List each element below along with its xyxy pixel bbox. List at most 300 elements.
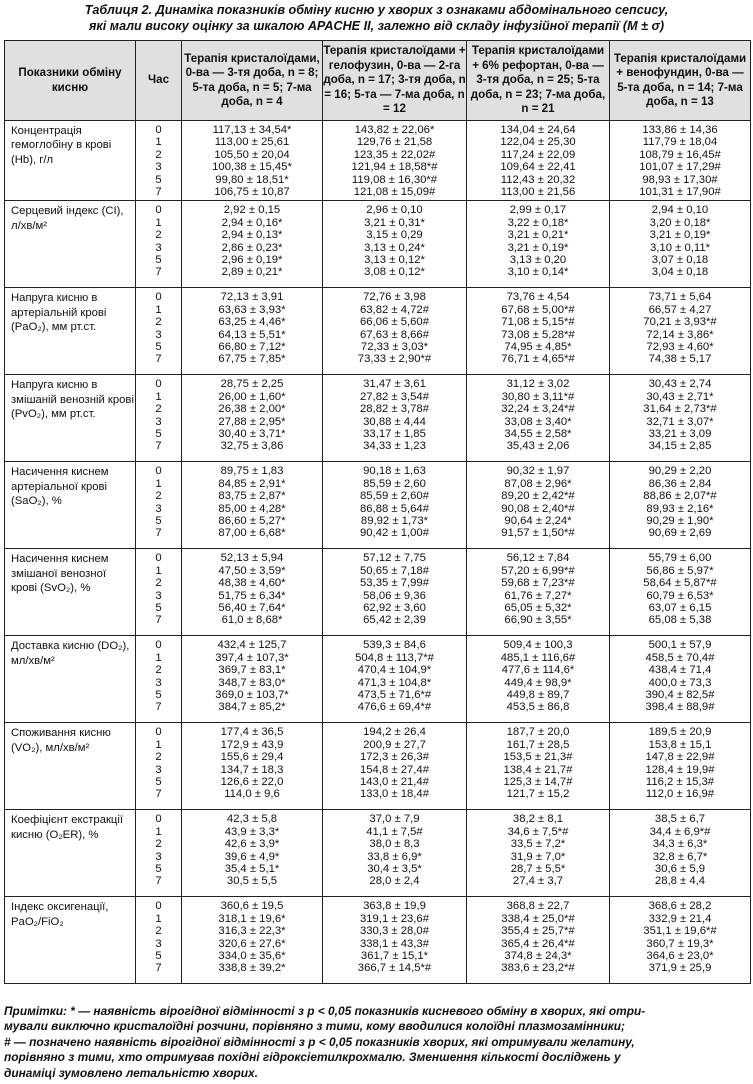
group-1-values <box>182 121 323 201</box>
cell-value: 85,59 ± 2,60# <box>359 490 430 503</box>
group-3-values <box>467 462 610 549</box>
notes-line-2: мували виключно кристалоїдні розчини, порівняно з тими, кому вводилися колоїдні плазмозамінники; <box>4 1019 625 1034</box>
time-value: 7 <box>155 266 162 279</box>
cell-value: 55,79 ± 6,00 <box>648 552 712 565</box>
cell-value: 374,8 ± 24,3* <box>504 949 572 962</box>
cell-value: 334,0 ± 35,6* <box>218 949 286 962</box>
indicator-label: Напруга кисню в артеріальній крові (PaO₂), мм рт.ст. <box>5 288 136 375</box>
cell-value: 66,06 ± 5,60# <box>359 316 430 329</box>
cell-value: 155,6 ± 29,4 <box>220 751 284 764</box>
cell-value: 332,9 ± 21,4 <box>648 912 712 925</box>
time-value: 7 <box>155 527 162 540</box>
time-value: 3 <box>155 241 162 254</box>
cell-value: 38,5 ± 6,7 <box>654 813 706 826</box>
time-value: 1 <box>155 738 162 751</box>
cell-value: 89,93 ± 2,16* <box>646 502 714 515</box>
header-time: Час <box>136 41 182 121</box>
cell-value: 121,7 ± 15,2 <box>506 788 570 801</box>
time-value: 2 <box>155 490 162 503</box>
group-4-values <box>610 288 751 375</box>
cell-value: 477,6 ± 114,6* <box>501 664 575 677</box>
cell-value: 147,8 ± 22,9# <box>645 751 715 764</box>
group-3-values <box>467 810 610 897</box>
cell-value: 83,75 ± 2,87* <box>218 490 286 503</box>
group-4-values <box>610 636 751 723</box>
oxygen-exchange-table <box>4 40 751 984</box>
indicator-label: Коефіцієнт екстракції кисню (O₂ER), % <box>5 810 136 897</box>
cell-value: 320,6 ± 27,6* <box>218 937 286 950</box>
cell-value: 30,6 ± 5,9 <box>654 862 706 875</box>
time-value: 2 <box>155 577 162 590</box>
time-value: 0 <box>155 124 162 136</box>
cell-value: 86,60 ± 5,27* <box>218 514 286 527</box>
time-value: 3 <box>155 161 162 174</box>
cell-value: 33,5 ± 7,2* <box>510 838 566 851</box>
time-value: 7 <box>155 440 162 453</box>
cell-value: 31,64 ± 2,73*# <box>643 403 717 416</box>
cell-value: 133,86 ± 14,36 <box>642 124 718 136</box>
cell-value: 187,7 ± 20,0 <box>506 726 570 739</box>
cell-value: 338,4 ± 25,0*# <box>501 912 575 925</box>
cell-value: 74,95 ± 4,85* <box>504 340 572 353</box>
cell-value: 28,75 ± 2,25 <box>220 378 284 391</box>
cell-value: 28,7 ± 5,5* <box>510 862 566 875</box>
cell-value: 30,88 ± 4,44 <box>363 415 426 428</box>
cell-value: 128,4 ± 19,9# <box>645 763 715 776</box>
cell-value: 41,1 ± 7,5# <box>366 825 423 838</box>
cell-value: 90,08 ± 2,40*# <box>501 502 575 515</box>
cell-value: 330,3 ± 28,0# <box>359 925 430 938</box>
cell-value: 33,21 ± 3,09 <box>648 427 712 440</box>
cell-value: 3,08 ± 0,12* <box>364 266 425 279</box>
group-4-values <box>610 897 751 984</box>
cell-value: 338,1 ± 43,3# <box>359 937 430 950</box>
cell-value: 129,76 ± 21,58 <box>356 136 433 149</box>
cell-value: 101,07 ± 17,29# <box>639 161 721 174</box>
cell-value: 51,75 ± 6,34* <box>218 589 286 602</box>
group-3-values <box>467 897 610 984</box>
cell-value: 2,96 ± 0,19* <box>221 253 283 266</box>
indicator-label: Серцевий індекс (CI), л/хв/м² <box>5 201 136 288</box>
cell-value: 3,07 ± 0,18 <box>651 253 709 266</box>
header-indicator: Показники обміну кисню <box>5 41 136 121</box>
cell-value: 58,06 ± 9,36 <box>363 589 426 602</box>
group-2-values <box>323 549 467 636</box>
cell-value: 65,05 ± 5,32* <box>504 601 572 614</box>
cell-value: 90,18 ± 1,63 <box>363 465 426 478</box>
time-value: 1 <box>155 136 162 149</box>
cell-value: 57,20 ± 6,99*# <box>501 564 575 577</box>
cell-value: 76,71 ± 4,65*# <box>501 353 575 366</box>
cell-value: 2,94 ± 0,13* <box>221 229 283 242</box>
cell-value: 473,5 ± 71,6*# <box>357 688 432 701</box>
cell-value: 48,38 ± 4,60* <box>218 577 286 590</box>
cell-value: 100,38 ± 15,45* <box>212 161 292 174</box>
cell-value: 85,00 ± 4,28* <box>218 502 286 515</box>
table-header <box>5 41 751 121</box>
cell-value: 3,21 ± 0,21* <box>507 229 569 242</box>
cell-value: 89,75 ± 1,83 <box>220 465 284 478</box>
cell-value: 90,64 ± 2,24* <box>504 514 572 527</box>
cell-value: 73,71 ± 5,64 <box>648 291 712 304</box>
cell-value: 90,69 ± 2,69 <box>648 527 712 540</box>
cell-value: 3,21 ± 0,31* <box>364 216 425 229</box>
cell-value: 172,3 ± 26,3# <box>359 751 430 764</box>
cell-value: 38,0 ± 8,3 <box>369 838 420 851</box>
time-value: 7 <box>155 353 162 366</box>
time-value: 2 <box>155 751 162 764</box>
group-3-values <box>467 288 610 375</box>
cell-value: 28,8 ± 4,4 <box>654 875 706 888</box>
cell-value: 143,0 ± 21,4# <box>359 775 430 788</box>
cell-value: 121,08 ± 15,09# <box>353 185 436 198</box>
time-value: 1 <box>155 216 162 229</box>
cell-value: 105,50 ± 20,04 <box>214 148 290 161</box>
caption-line-2: які мали високу оцінку за шкалою APACHE II, залежно від складу інфузійної терапії (M ± σ) <box>88 19 665 33</box>
cell-value: 42,3 ± 5,8 <box>226 813 278 826</box>
time-value: 0 <box>155 900 162 913</box>
cell-value: 98,93 ± 17,30# <box>642 173 718 186</box>
cell-value: 67,75 ± 7,85* <box>218 353 286 366</box>
cell-value: 319,1 ± 23,6# <box>359 912 430 925</box>
cell-value: 66,57 ± 4,27 <box>648 303 712 316</box>
cell-value: 117,79 ± 18,04 <box>642 136 718 149</box>
header-group-4: Терапія кристалоїдами + венофундин, 0-ва — 5-та доба, n = 14; 7-ма доба, n = 13 <box>610 41 751 121</box>
cell-value: 400,0 ± 73,3 <box>648 676 712 689</box>
cell-value: 126,6 ± 22,0 <box>220 775 284 788</box>
group-2-values <box>323 288 467 375</box>
notes-line-5: динаміці зумовлено летальністю хворих. <box>4 1065 258 1080</box>
cell-value: 458,5 ± 70,4# <box>645 651 715 664</box>
time-value: 7 <box>155 614 162 627</box>
group-3-values <box>467 121 610 201</box>
cell-value: 73,76 ± 4,54 <box>506 291 570 304</box>
indicator-label: Споживання кисню (VO₂), мл/хв/м² <box>5 723 136 810</box>
time-value: 1 <box>155 477 162 490</box>
time-value: 1 <box>155 912 162 925</box>
cell-value: 31,9 ± 7,0* <box>510 850 566 863</box>
time-value: 2 <box>155 229 162 242</box>
cell-value: 123,35 ± 22,02# <box>353 148 436 161</box>
group-4-values <box>610 121 751 201</box>
cell-value: 154,8 ± 27,4# <box>359 763 430 776</box>
time-value: 7 <box>155 962 162 975</box>
cell-value: 114,0 ± 9,6 <box>224 788 280 801</box>
cell-value: 89,20 ± 2,42*# <box>501 490 575 503</box>
cell-value: 34,55 ± 2,58* <box>504 427 572 440</box>
time-points <box>136 810 182 897</box>
cell-value: 26,38 ± 2,00* <box>218 403 286 416</box>
cell-value: 32,71 ± 3,07* <box>646 415 714 428</box>
cell-value: 109,64 ± 22,41 <box>500 161 576 174</box>
cell-value: 3,04 ± 0,18 <box>651 266 709 279</box>
time-points <box>136 288 182 375</box>
table-row <box>5 375 751 462</box>
cell-value: 2,96 ± 0,10 <box>366 204 423 217</box>
indicator-label: Насичення киснем артеріальної крові (SaO₂), % <box>5 462 136 549</box>
cell-value: 2,94 ± 0,16* <box>221 216 283 229</box>
cell-value: 3,20 ± 0,18* <box>649 216 711 229</box>
cell-value: 3,13 ± 0,20 <box>509 253 567 266</box>
group-3-values <box>467 636 610 723</box>
time-value: 0 <box>155 639 162 652</box>
cell-value: 90,42 ± 1,00# <box>359 527 430 540</box>
group-1-values <box>182 375 323 462</box>
time-value: 2 <box>155 925 162 938</box>
cell-value: 3,10 ± 0,11* <box>649 241 710 254</box>
time-value: 0 <box>155 465 162 478</box>
cell-value: 369,7 ± 83,1* <box>218 664 286 677</box>
group-2-values <box>323 121 467 201</box>
table-row <box>5 201 751 288</box>
time-points <box>136 121 182 201</box>
time-value: 7 <box>155 185 162 198</box>
time-value: 3 <box>155 589 162 602</box>
time-value: 3 <box>155 850 162 863</box>
cell-value: 37,0 ± 7,9 <box>369 813 420 826</box>
cell-value: 34,3 ± 6,3* <box>652 838 708 851</box>
cell-value: 138,4 ± 21,7# <box>503 763 573 776</box>
cell-value: 27,82 ± 3,54# <box>359 390 430 403</box>
time-value: 3 <box>155 763 162 776</box>
group-2-values <box>323 462 467 549</box>
table-row <box>5 121 751 201</box>
time-value: 5 <box>155 862 162 875</box>
cell-value: 364,6 ± 23,0* <box>646 949 714 962</box>
cell-value: 509,4 ± 100,3 <box>503 639 573 652</box>
time-value: 0 <box>155 813 162 826</box>
cell-value: 3,13 ± 0,24* <box>364 241 425 254</box>
header-group-1: Терапія кристалоїдами, 0-ва — 3-тя доба, n = 8; 5-та доба, n = 5; 7-ма доба, n = 4 <box>182 41 323 121</box>
cell-value: 30,43 ± 2,71* <box>646 390 714 403</box>
cell-value: 2,86 ± 0,23* <box>221 241 283 254</box>
cell-value: 59,68 ± 7,23*# <box>501 577 575 590</box>
cell-value: 33,17 ± 1,85 <box>363 427 426 440</box>
cell-value: 366,7 ± 14,5*# <box>357 962 432 975</box>
group-1-values <box>182 288 323 375</box>
cell-value: 66,90 ± 3,55* <box>504 614 572 627</box>
time-value: 7 <box>155 788 162 801</box>
cell-value: 368,8 ± 22,7 <box>506 900 570 913</box>
cell-value: 27,4 ± 3,7 <box>512 875 564 888</box>
cell-value: 3,21 ± 0,19* <box>649 229 711 242</box>
table-row <box>5 288 751 375</box>
time-value: 7 <box>155 875 162 888</box>
group-4-values <box>610 810 751 897</box>
cell-value: 27,88 ± 2,95* <box>218 415 286 428</box>
group-1-values <box>182 462 323 549</box>
notes-line-4: порівняно з тими, хто отримував похідні гідроксіетилкрохмалю. Зменшення кількості досліджень у <box>4 1050 621 1065</box>
cell-value: 90,29 ± 1,90* <box>646 514 714 527</box>
cell-value: 63,82 ± 4,72# <box>359 303 430 316</box>
cell-value: 116,2 ± 15,3# <box>645 775 715 788</box>
cell-value: 106,75 ± 10,87 <box>214 185 290 198</box>
cell-value: 63,63 ± 3,93* <box>218 303 286 316</box>
table-row <box>5 723 751 810</box>
time-points <box>136 375 182 462</box>
table-caption <box>0 2 753 34</box>
time-value: 5 <box>155 253 162 266</box>
cell-value: 42,6 ± 3,9* <box>224 838 280 851</box>
time-value: 1 <box>155 390 162 403</box>
group-2-values <box>323 201 467 288</box>
cell-value: 172,9 ± 43,9 <box>220 738 284 751</box>
time-value: 3 <box>155 502 162 515</box>
cell-value: 369,0 ± 103,7* <box>215 688 289 701</box>
cell-value: 3,21 ± 0,19* <box>507 241 569 254</box>
cell-value: 2,99 ± 0,17 <box>509 204 567 217</box>
cell-value: 153,5 ± 21,3# <box>503 751 573 764</box>
time-value: 5 <box>155 949 162 962</box>
cell-value: 47,50 ± 3,59* <box>218 564 286 577</box>
table-body <box>5 121 751 984</box>
time-value: 5 <box>155 514 162 527</box>
cell-value: 133,0 ± 18,4# <box>359 788 430 801</box>
cell-value: 112,0 ± 16,9# <box>645 788 715 801</box>
header-group-3: Терапія кристалоїдами + 6% рефортан, 0-ва — 3-тя доба, n = 25; 5-та доба, n = 23; 7-ма доба, n = 21 <box>467 41 610 121</box>
cell-value: 67,63 ± 8,66# <box>359 328 430 341</box>
cell-value: 471,3 ± 104,8* <box>357 676 432 689</box>
cell-value: 73,08 ± 5,28*# <box>501 328 575 341</box>
cell-value: 56,12 ± 7,84 <box>506 552 570 565</box>
cell-value: 470,4 ± 104,9* <box>357 664 432 677</box>
cell-value: 57,12 ± 7,75 <box>363 552 426 565</box>
cell-value: 2,92 ± 0,15 <box>223 204 281 217</box>
time-points <box>136 897 182 984</box>
header-group-2: Терапія кристалоїдами + гелофузин, 0-ва — 2-га доба, n = 17; 3-тя доба, n = 16; 5-та — 7-ма доба, n = 12 <box>323 41 467 121</box>
cell-value: 449,4 ± 98,9* <box>504 676 572 689</box>
time-value: 5 <box>155 173 162 186</box>
cell-value: 500,1 ± 57,9 <box>648 639 712 652</box>
time-value: 0 <box>155 726 162 739</box>
time-value: 3 <box>155 415 162 428</box>
group-1-values <box>182 636 323 723</box>
cell-value: 35,43 ± 2,06 <box>506 440 570 453</box>
cell-value: 3,13 ± 0,12* <box>364 253 425 266</box>
time-value: 0 <box>155 291 162 304</box>
cell-value: 85,59 ± 2,60 <box>363 477 426 490</box>
cell-value: 61,0 ± 8,68* <box>221 614 283 627</box>
cell-value: 453,5 ± 86,8 <box>506 701 570 714</box>
cell-value: 34,33 ± 1,23 <box>363 440 426 453</box>
group-2-values <box>323 897 467 984</box>
cell-value: 177,4 ± 36,5 <box>220 726 284 739</box>
cell-value: 122,04 ± 25,30 <box>500 136 576 149</box>
cell-value: 43,9 ± 3,3* <box>224 825 280 838</box>
time-value: 7 <box>155 701 162 714</box>
time-value: 2 <box>155 403 162 416</box>
table-row <box>5 549 751 636</box>
cell-value: 32,24 ± 3,24*# <box>501 403 575 416</box>
cell-value: 355,4 ± 25,7*# <box>501 925 575 938</box>
cell-value: 113,00 ± 21,56 <box>500 185 576 198</box>
cell-value: 28,82 ± 3,78# <box>359 403 430 416</box>
cell-value: 30,4 ± 3,5* <box>367 862 422 875</box>
cell-value: 90,29 ± 2,20 <box>648 465 712 478</box>
cell-value: 33,08 ± 3,40* <box>504 415 572 428</box>
group-2-values <box>323 810 467 897</box>
cell-value: 74,38 ± 5,17 <box>648 353 712 366</box>
cell-value: 31,12 ± 3,02 <box>506 378 570 391</box>
cell-value: 384,7 ± 85,2* <box>218 701 286 714</box>
cell-value: 361,7 ± 15,1* <box>360 949 429 962</box>
cell-value: 72,13 ± 3,91 <box>220 291 284 304</box>
cell-value: 38,2 ± 8,1 <box>512 813 564 826</box>
cell-value: 113,00 ± 25,61 <box>214 136 290 149</box>
cell-value: 72,76 ± 3,98 <box>363 291 426 304</box>
cell-value: 35,4 ± 5,1* <box>224 862 280 875</box>
group-4-values <box>610 462 751 549</box>
table-row <box>5 636 751 723</box>
cell-value: 200,9 ± 27,7 <box>363 738 426 751</box>
time-value: 3 <box>155 676 162 689</box>
cell-value: 70,21 ± 3,93*# <box>643 316 717 329</box>
time-points <box>136 723 182 810</box>
cell-value: 56,40 ± 7,64* <box>218 601 286 614</box>
time-value: 1 <box>155 651 162 664</box>
time-value: 5 <box>155 775 162 788</box>
time-value: 0 <box>155 378 162 391</box>
cell-value: 318,1 ± 19,6* <box>218 912 286 925</box>
table-row <box>5 810 751 897</box>
notes-line-3: # — позначено наявність вірогідної відмінності з p < 0,05 показників хворих, які отримували желатину, <box>4 1034 635 1049</box>
cell-value: 39,6 ± 4,9* <box>224 850 280 863</box>
indicator-label: Напруга кисню в змішаній венозній крові (PvO₂), мм рт.ст. <box>5 375 136 462</box>
time-points <box>136 462 182 549</box>
cell-value: 504,8 ± 113,7*# <box>355 651 434 664</box>
cell-value: 65,08 ± 5,38 <box>648 614 712 627</box>
cell-value: 33,8 ± 6,9* <box>367 850 422 863</box>
group-1-values <box>182 549 323 636</box>
cell-value: 351,1 ± 19,6*# <box>643 925 717 938</box>
indicator-label: Доставка кисню (DO₂), мл/хв/м² <box>5 636 136 723</box>
cell-value: 3,10 ± 0,14* <box>507 266 569 279</box>
cell-value: 134,7 ± 18,3 <box>220 763 284 776</box>
cell-value: 316,3 ± 22,3* <box>218 925 286 938</box>
cell-value: 72,14 ± 3,86* <box>646 328 714 341</box>
cell-value: 62,92 ± 3,60 <box>363 601 426 614</box>
cell-value: 87,08 ± 2,96* <box>504 477 572 490</box>
cell-value: 108,79 ± 16,45# <box>639 148 721 161</box>
cell-value: 3,15 ± 0,29 <box>366 229 423 242</box>
group-3-values <box>467 375 610 462</box>
cell-value: 2,89 ± 0,21* <box>221 266 283 279</box>
cell-value: 390,4 ± 82,5# <box>645 688 715 701</box>
group-1-values <box>182 897 323 984</box>
cell-value: 438,4 ± 71,4 <box>648 664 712 677</box>
cell-value: 112,43 ± 20,32 <box>500 173 576 186</box>
cell-value: 30,5 ± 5,5 <box>226 875 278 888</box>
cell-value: 86,36 ± 2,84 <box>648 477 712 490</box>
cell-value: 30,43 ± 2,74 <box>648 378 712 391</box>
table-row <box>5 462 751 549</box>
time-value: 2 <box>155 316 162 329</box>
indicator-label: Концентрація гемоглобіну в крові (Hb), г/л <box>5 121 136 201</box>
cell-value: 161,7 ± 28,5 <box>506 738 570 751</box>
time-value: 5 <box>155 340 162 353</box>
cell-value: 71,08 ± 5,15*# <box>501 316 575 329</box>
group-2-values <box>323 723 467 810</box>
group-1-values <box>182 723 323 810</box>
notes-line-1: Примітки: * — наявність вірогідної відмінності з p < 0,05 показників кисневого обміну в хворих, які отри- <box>4 1004 646 1018</box>
table-row <box>5 897 751 984</box>
time-points <box>136 636 182 723</box>
cell-value: 360,7 ± 19,3* <box>646 937 714 950</box>
time-value: 2 <box>155 664 162 677</box>
time-value: 1 <box>155 564 162 577</box>
cell-value: 63,07 ± 6,15 <box>648 601 712 614</box>
cell-value: 368,6 ± 28,2 <box>648 900 712 913</box>
